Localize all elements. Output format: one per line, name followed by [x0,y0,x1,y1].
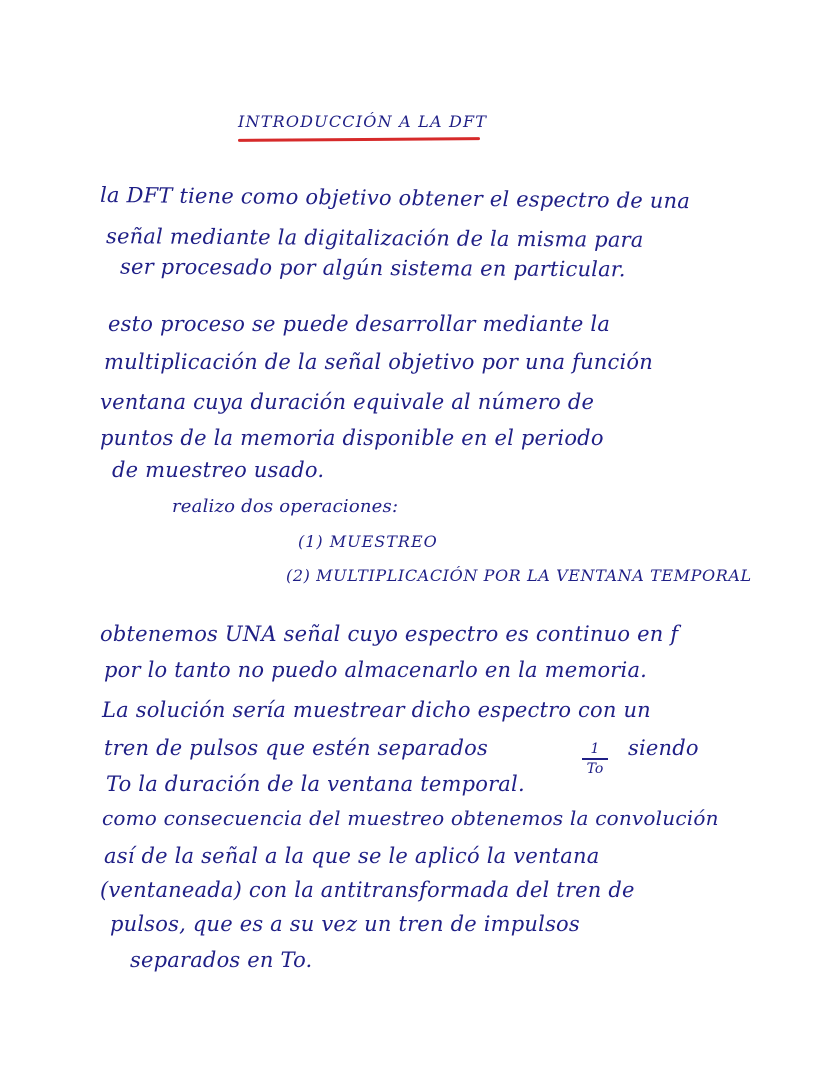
text-line: esto proceso se puede desarrollar mediante la [108,312,611,336]
text-line: ser procesado por algún sistema en particular. [119,254,626,282]
title-underline [238,137,480,142]
text-line: separados en To. [130,948,313,972]
text-line: señal mediante la digitalización de la misma para [105,224,644,252]
text-line: por lo tanto no puedo almacenarlo en la memoria. [104,658,648,682]
text-line: de muestreo usado. [112,458,325,482]
text-line: obtenemos UNA señal cuyo espectro es continuo en f [100,622,679,646]
text-line: tren de pulsos que estén separados [104,736,488,760]
fraction [582,742,608,776]
fraction-bar [582,758,608,760]
text-line: la DFT tiene como objetivo obtener el espectro de una [99,182,691,214]
text-line: puntos de la memoria disponible en el periodo [100,426,604,450]
text-line: La solución sería muestrear dicho espectro con un [102,698,651,722]
text-line: ventana cuya duración equivale al número de [100,390,595,414]
page-title: INTRODUCCIÓN A LA DFT [238,112,488,131]
text-line: pulsos, que es a su vez un tren de impulsos [110,912,580,936]
fraction-numerator: 1 [590,741,600,757]
text-line: siendo [628,736,699,760]
steps-intro: realizo dos operaciones: [172,496,399,517]
step-item: (1) MUESTREO [298,532,438,551]
text-line: así de la señal a la que se le aplicó la ventana [104,844,600,868]
fraction-denominator: To [586,761,604,777]
text-line: como consecuencia del muestreo obtenemos la convolución [102,806,719,830]
text-line: multiplicación de la señal objetivo por una función [104,350,653,374]
text-line: (ventaneada) con la antitransformada del tren de [100,878,635,902]
step-item: (2) MULTIPLICACIÓN POR LA VENTANA TEMPORAL [286,566,752,585]
text-line: To la duración de la ventana temporal. [106,772,525,796]
